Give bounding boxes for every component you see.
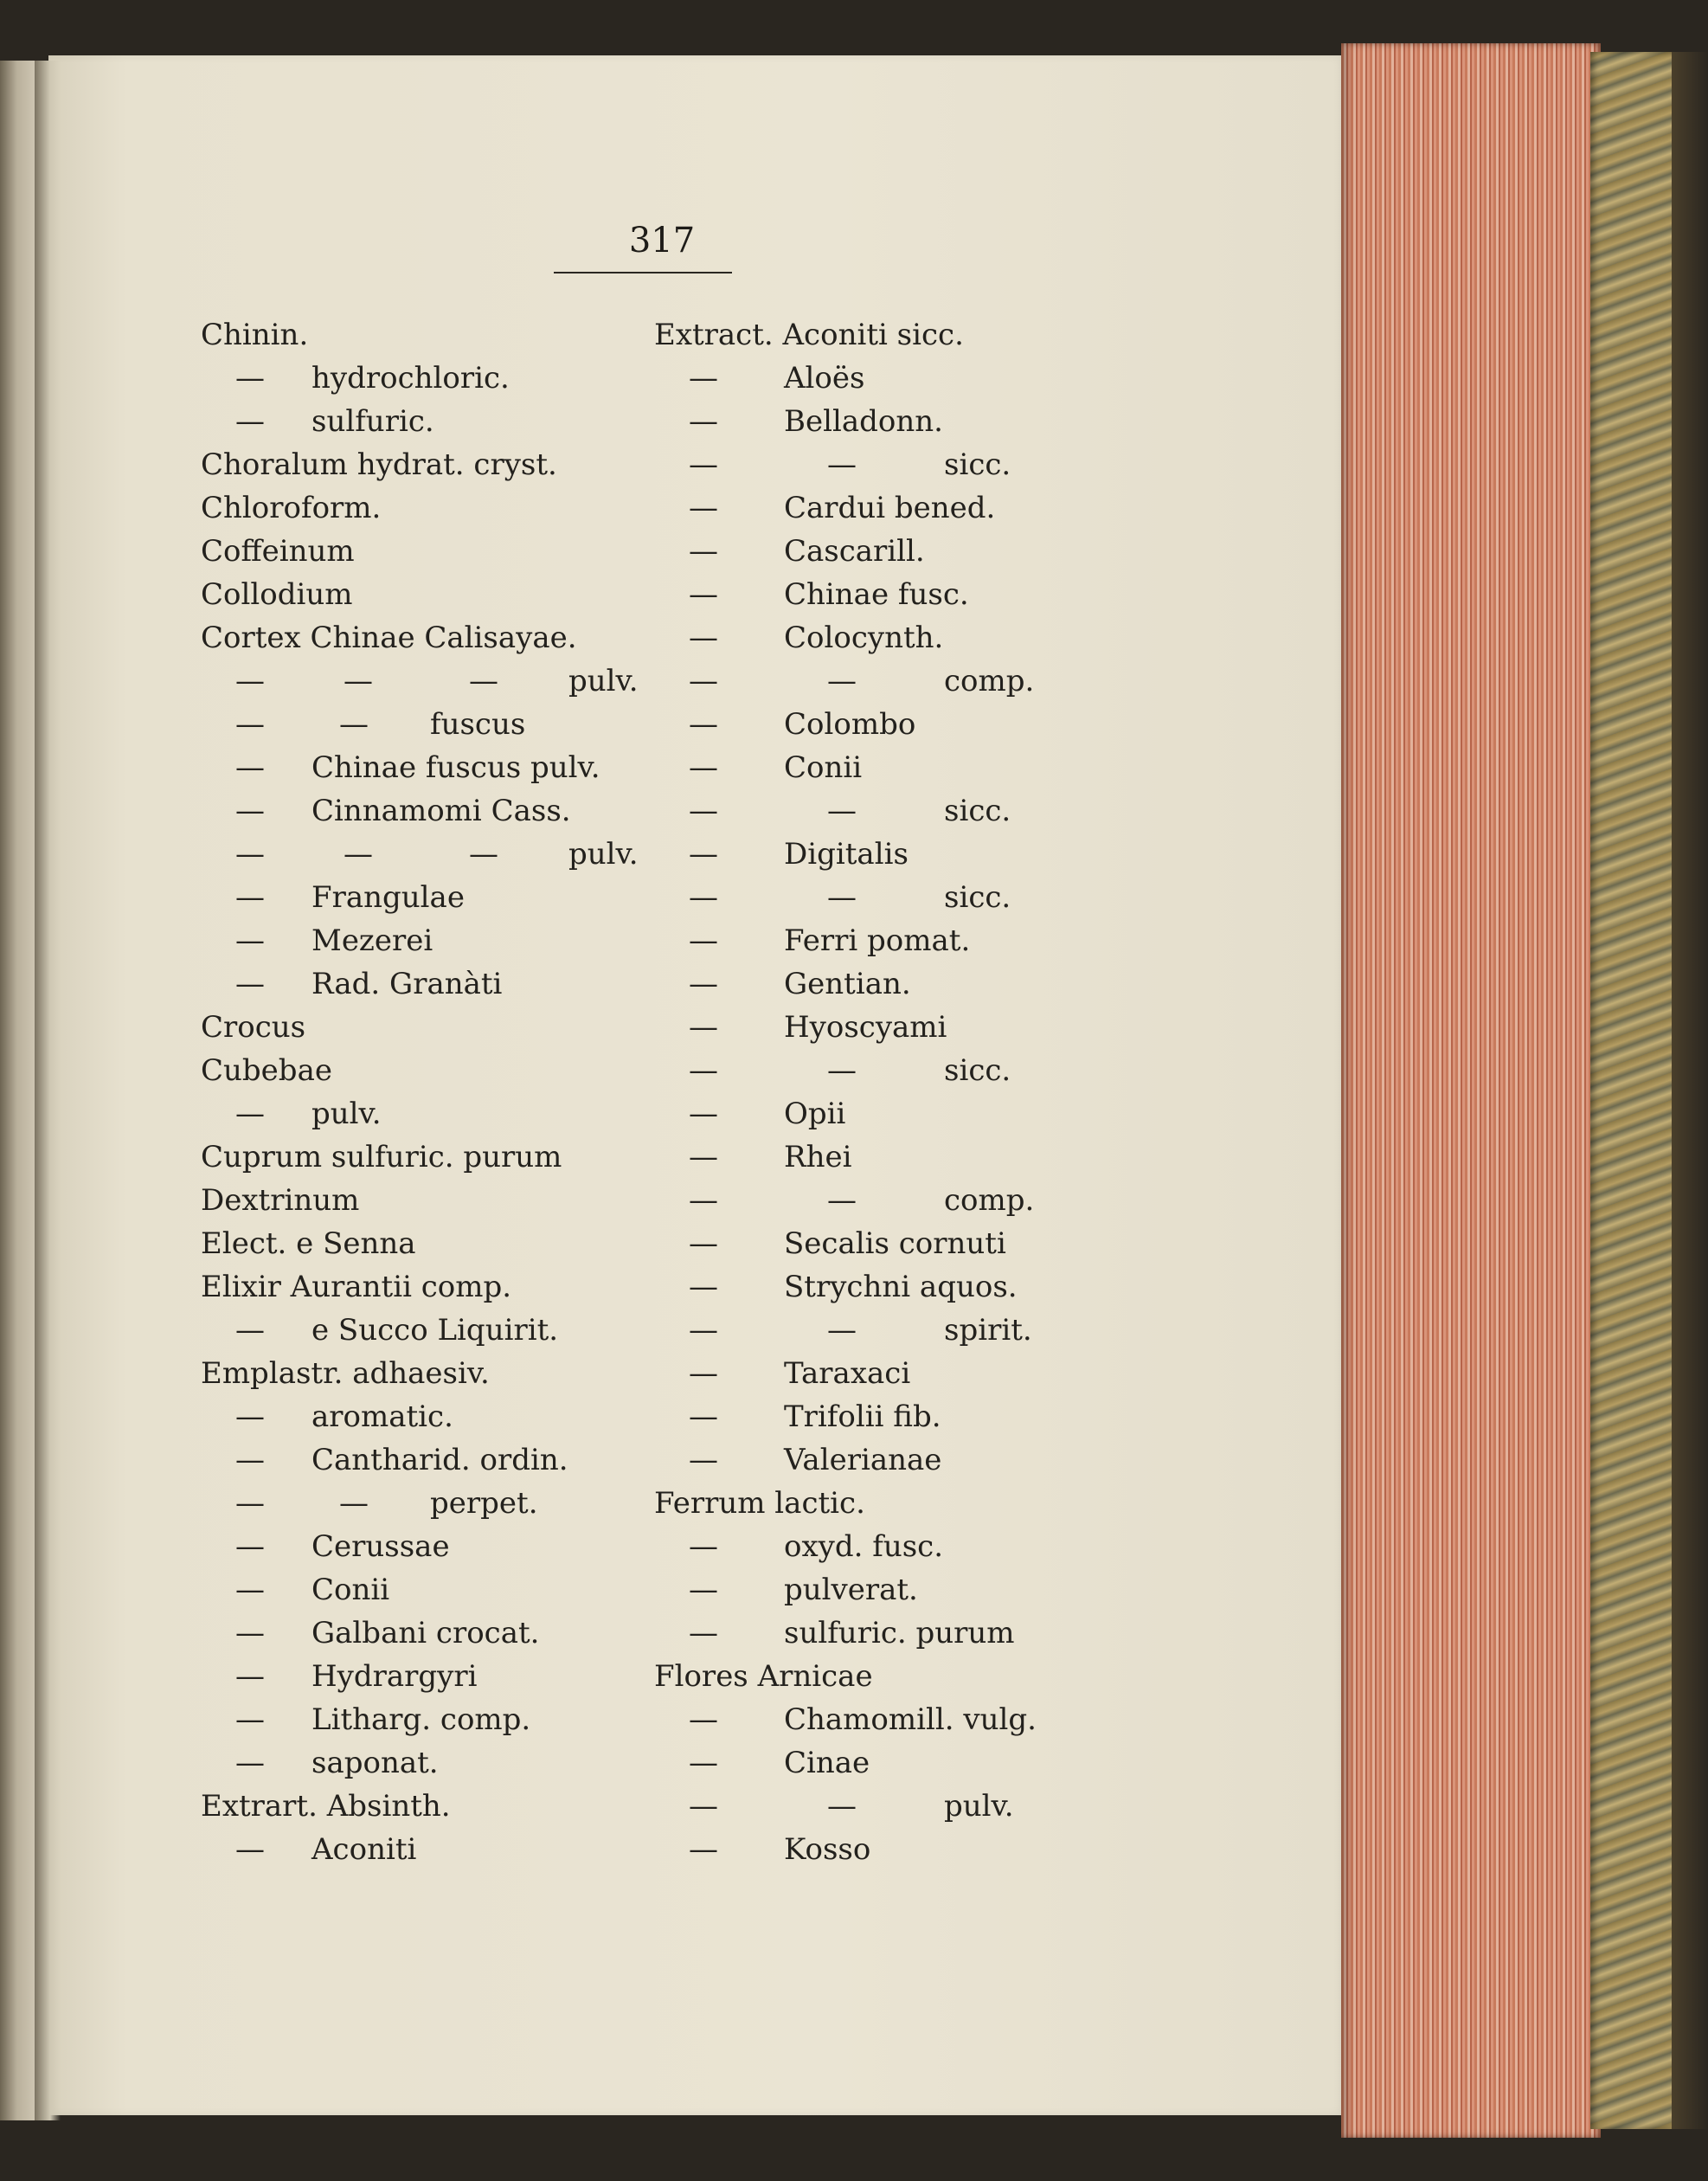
list-item	[201, 1525, 651, 1568]
entry-text: sicc.	[944, 794, 1011, 828]
entry-text: Cubebae	[201, 1053, 332, 1088]
list-item	[654, 1395, 1121, 1438]
ditto-dash: —	[689, 1529, 718, 1564]
list-item	[654, 703, 1121, 746]
list-item	[654, 1352, 1121, 1395]
list-item	[654, 616, 1121, 659]
ditto-dash: —	[235, 750, 265, 785]
entry-text: Cardui bened.	[784, 491, 996, 525]
entry-text: Litharg. comp.	[311, 1702, 531, 1737]
list-item	[201, 357, 651, 400]
list-item	[201, 919, 651, 962]
ditto-dash: —	[339, 1486, 369, 1521]
ditto-dash: —	[689, 1097, 718, 1131]
list-item	[654, 1741, 1121, 1785]
entry-text: oxyd. fusc.	[784, 1529, 944, 1564]
list-item	[654, 1309, 1121, 1352]
ditto-dash: —	[689, 1226, 718, 1261]
list-item	[201, 1438, 651, 1482]
entry-text: perpet.	[430, 1486, 538, 1521]
list-item	[654, 1785, 1121, 1828]
list-item	[201, 530, 651, 573]
entry-text: Belladonn.	[784, 404, 943, 439]
ditto-dash: —	[689, 664, 718, 698]
entry-text: Opii	[784, 1097, 846, 1131]
ditto-dash: —	[235, 1573, 265, 1607]
ditto-dash: —	[689, 1789, 718, 1824]
entry-text: Mezerei	[311, 923, 433, 958]
entry-text: Ferri pomat.	[784, 923, 971, 958]
list-item	[654, 962, 1121, 1006]
left-column	[201, 313, 651, 1871]
list-item	[654, 357, 1121, 400]
list-item	[654, 746, 1121, 789]
ditto-dash: —	[689, 491, 718, 525]
list-item	[201, 616, 651, 659]
ditto-dash: —	[235, 1702, 265, 1737]
entry-text: spirit.	[944, 1313, 1032, 1348]
entry-text: Collodium	[201, 577, 353, 612]
ditto-dash: —	[344, 837, 373, 872]
entry-text: sicc.	[944, 447, 1011, 482]
entry-text: Conii	[311, 1573, 390, 1607]
entry-text: Rad. Granàti	[311, 967, 503, 1001]
entry-text: pulv.	[568, 837, 639, 872]
ditto-dash: —	[689, 1746, 718, 1780]
entry-text: comp.	[944, 1183, 1035, 1218]
entry-text: Taraxaci	[784, 1356, 911, 1391]
entry-text: Dextrinum	[201, 1183, 360, 1218]
ditto-dash: —	[339, 707, 369, 742]
ditto-dash: —	[689, 361, 718, 396]
list-item	[201, 400, 651, 443]
list-item	[654, 1828, 1121, 1871]
entry-text: sulfuric.	[311, 404, 434, 439]
entry-text: sulfuric. purum	[784, 1616, 1015, 1650]
ditto-dash: —	[689, 1399, 718, 1434]
list-item	[654, 1049, 1121, 1092]
list-item	[201, 1265, 651, 1309]
page-block-edges	[1341, 43, 1601, 2138]
list-item	[201, 833, 651, 876]
ditto-dash: —	[235, 1832, 265, 1867]
list-item	[654, 1136, 1121, 1179]
entry-text: Extract. Aconiti sicc.	[654, 318, 964, 352]
list-item	[201, 1222, 651, 1265]
ditto-dash: —	[689, 1616, 718, 1650]
entry-text: e Succo Liquirit.	[311, 1313, 559, 1348]
entry-text: Secalis cornuti	[784, 1226, 1006, 1261]
entry-text: Cascarill.	[784, 534, 925, 569]
ditto-dash: —	[235, 404, 265, 439]
ditto-dash: —	[235, 1746, 265, 1780]
ditto-dash: —	[235, 880, 265, 915]
entry-text: Elixir Aurantii comp.	[201, 1270, 512, 1304]
list-item	[201, 1785, 651, 1828]
ditto-dash: —	[235, 1399, 265, 1434]
entry-text: Chinae fusc.	[784, 577, 969, 612]
list-item	[654, 1179, 1121, 1222]
ditto-dash: —	[689, 577, 718, 612]
ditto-dash: —	[827, 1183, 857, 1218]
entry-text: comp.	[944, 664, 1035, 698]
list-item	[201, 659, 651, 703]
cover-edge	[1672, 52, 1708, 2129]
ditto-dash: —	[235, 1529, 265, 1564]
list-item	[201, 486, 651, 530]
ditto-dash: —	[689, 923, 718, 958]
ditto-dash: —	[235, 1616, 265, 1650]
page-number-rule	[554, 272, 732, 273]
entry-text: Hydrargyri	[311, 1659, 478, 1694]
ditto-dash: —	[689, 1010, 718, 1045]
entry-text: Aconiti	[311, 1832, 417, 1867]
entry-text: Hyoscyami	[784, 1010, 947, 1045]
list-item	[201, 1828, 651, 1871]
list-item	[654, 919, 1121, 962]
ditto-dash: —	[469, 837, 498, 872]
entry-text: Coffeinum	[201, 534, 355, 569]
list-item	[654, 659, 1121, 703]
ditto-dash: —	[827, 447, 857, 482]
page-number: 317	[628, 221, 696, 261]
ditto-dash: —	[235, 967, 265, 1001]
entry-text: Rhei	[784, 1140, 852, 1174]
ditto-dash: —	[689, 1270, 718, 1304]
list-item	[654, 530, 1121, 573]
ditto-dash: —	[827, 1789, 857, 1824]
list-item	[654, 1568, 1121, 1612]
book-gutter	[35, 61, 61, 2120]
ditto-dash: —	[235, 1486, 265, 1521]
ditto-dash: —	[235, 1659, 265, 1694]
ditto-dash: —	[689, 1832, 718, 1867]
entry-text: Valerianae	[784, 1443, 942, 1477]
list-item	[654, 443, 1121, 486]
entry-text: pulverat.	[784, 1573, 918, 1607]
ditto-dash: —	[235, 1313, 265, 1348]
ditto-dash: —	[827, 880, 857, 915]
entry-text: Cinae	[784, 1746, 870, 1780]
entry-text: Cerussae	[311, 1529, 450, 1564]
entry-text: Cortex Chinae Calisayae.	[201, 621, 577, 655]
list-item	[201, 1092, 651, 1136]
list-item	[201, 746, 651, 789]
ditto-dash: —	[689, 707, 718, 742]
list-item	[201, 789, 651, 833]
entry-text: Kosso	[784, 1832, 871, 1867]
ditto-dash: —	[235, 923, 265, 958]
list-item	[654, 1698, 1121, 1741]
ditto-dash: —	[689, 967, 718, 1001]
list-item	[654, 313, 1121, 357]
list-item	[201, 1179, 651, 1222]
entry-text: Galbani crocat.	[311, 1616, 540, 1650]
entry-text: Cantharid. ordin.	[311, 1443, 568, 1477]
entry-text: Chamomill. vulg.	[784, 1702, 1037, 1737]
entry-text: hydrochloric.	[311, 361, 510, 396]
list-item	[201, 1482, 651, 1525]
ditto-dash: —	[827, 1313, 857, 1348]
entry-text: Colocynth.	[784, 621, 944, 655]
entry-text: aromatic.	[311, 1399, 453, 1434]
entry-text: pulv.	[311, 1097, 382, 1131]
list-item	[201, 313, 651, 357]
ditto-dash: —	[827, 1053, 857, 1088]
ditto-dash: —	[689, 837, 718, 872]
right-column	[654, 313, 1121, 1871]
ditto-dash: —	[689, 880, 718, 915]
list-item	[654, 1265, 1121, 1309]
ditto-dash: —	[689, 1183, 718, 1218]
list-item	[201, 1741, 651, 1785]
list-item	[654, 1092, 1121, 1136]
list-item	[201, 1136, 651, 1179]
list-item	[201, 1655, 651, 1698]
list-item	[201, 1698, 651, 1741]
list-item	[201, 1006, 651, 1049]
ditto-dash: —	[689, 1702, 718, 1737]
ditto-dash: —	[689, 1053, 718, 1088]
entry-text: Chloroform.	[201, 491, 382, 525]
entry-text: Elect. e Senna	[201, 1226, 416, 1261]
list-item	[201, 703, 651, 746]
list-item	[201, 1049, 651, 1092]
ditto-dash: —	[689, 1356, 718, 1391]
list-item	[201, 443, 651, 486]
ditto-dash: —	[469, 664, 498, 698]
entry-text: Cinnamomi Cass.	[311, 794, 571, 828]
list-item	[654, 486, 1121, 530]
list-item	[654, 400, 1121, 443]
entry-text: Chinae fuscus pulv.	[311, 750, 600, 785]
entry-text: saponat.	[311, 1746, 439, 1780]
entry-text: Aloës	[784, 361, 865, 396]
ditto-dash: —	[689, 534, 718, 569]
list-item	[654, 789, 1121, 833]
list-item	[201, 1612, 651, 1655]
entry-text: pulv.	[944, 1789, 1014, 1824]
entry-text: pulv.	[568, 664, 639, 698]
ditto-dash: —	[689, 404, 718, 439]
entry-text: sicc.	[944, 1053, 1011, 1088]
entry-text: Ferrum lactic.	[654, 1486, 865, 1521]
list-item	[201, 1309, 651, 1352]
entry-text: fuscus	[430, 707, 526, 742]
list-item	[654, 1612, 1121, 1655]
marbled-cover	[1590, 52, 1677, 2129]
ditto-dash: —	[689, 1443, 718, 1477]
ditto-dash: —	[689, 1140, 718, 1174]
list-item	[654, 833, 1121, 876]
list-item	[654, 876, 1121, 919]
list-item	[654, 1482, 1121, 1525]
ditto-dash: —	[689, 621, 718, 655]
list-item	[201, 1568, 651, 1612]
entry-text: Cuprum sulfuric. purum	[201, 1140, 562, 1174]
list-item	[654, 1438, 1121, 1482]
entry-text: Crocus	[201, 1010, 306, 1045]
entry-text: Choralum hydrat. cryst.	[201, 447, 557, 482]
entry-text: Digitalis	[784, 837, 909, 872]
list-item	[654, 1655, 1121, 1698]
list-item	[654, 573, 1121, 616]
ditto-dash: —	[689, 1313, 718, 1348]
list-item	[201, 1352, 651, 1395]
list-item	[201, 573, 651, 616]
ditto-dash: —	[235, 1097, 265, 1131]
entry-text: Flores Arnicae	[654, 1659, 873, 1694]
entry-text: Conii	[784, 750, 863, 785]
ditto-dash: —	[827, 664, 857, 698]
entry-text: Colombo	[784, 707, 916, 742]
ditto-dash: —	[689, 794, 718, 828]
entry-text: Frangulae	[311, 880, 465, 915]
entry-text: Strychni aquos.	[784, 1270, 1018, 1304]
entry-text: sicc.	[944, 880, 1011, 915]
list-item	[201, 962, 651, 1006]
entry-text: Extrart. Absinth.	[201, 1789, 451, 1824]
list-item	[201, 1395, 651, 1438]
ditto-dash: —	[689, 447, 718, 482]
entry-text: Gentian.	[784, 967, 911, 1001]
list-item	[201, 876, 651, 919]
ditto-dash: —	[689, 1573, 718, 1607]
ditto-dash: —	[689, 750, 718, 785]
ditto-dash: —	[235, 664, 265, 698]
ditto-dash: —	[235, 361, 265, 396]
ditto-dash: —	[235, 1443, 265, 1477]
list-item	[654, 1525, 1121, 1568]
ditto-dash: —	[344, 664, 373, 698]
entry-text: Emplastr. adhaesiv.	[201, 1356, 490, 1391]
list-item	[654, 1222, 1121, 1265]
ditto-dash: —	[235, 794, 265, 828]
ditto-dash: —	[235, 837, 265, 872]
list-item	[654, 1006, 1121, 1049]
ditto-dash: —	[827, 794, 857, 828]
entry-text: Chinin.	[201, 318, 309, 352]
entry-text: Trifolii fib.	[784, 1399, 941, 1434]
ditto-dash: —	[235, 707, 265, 742]
